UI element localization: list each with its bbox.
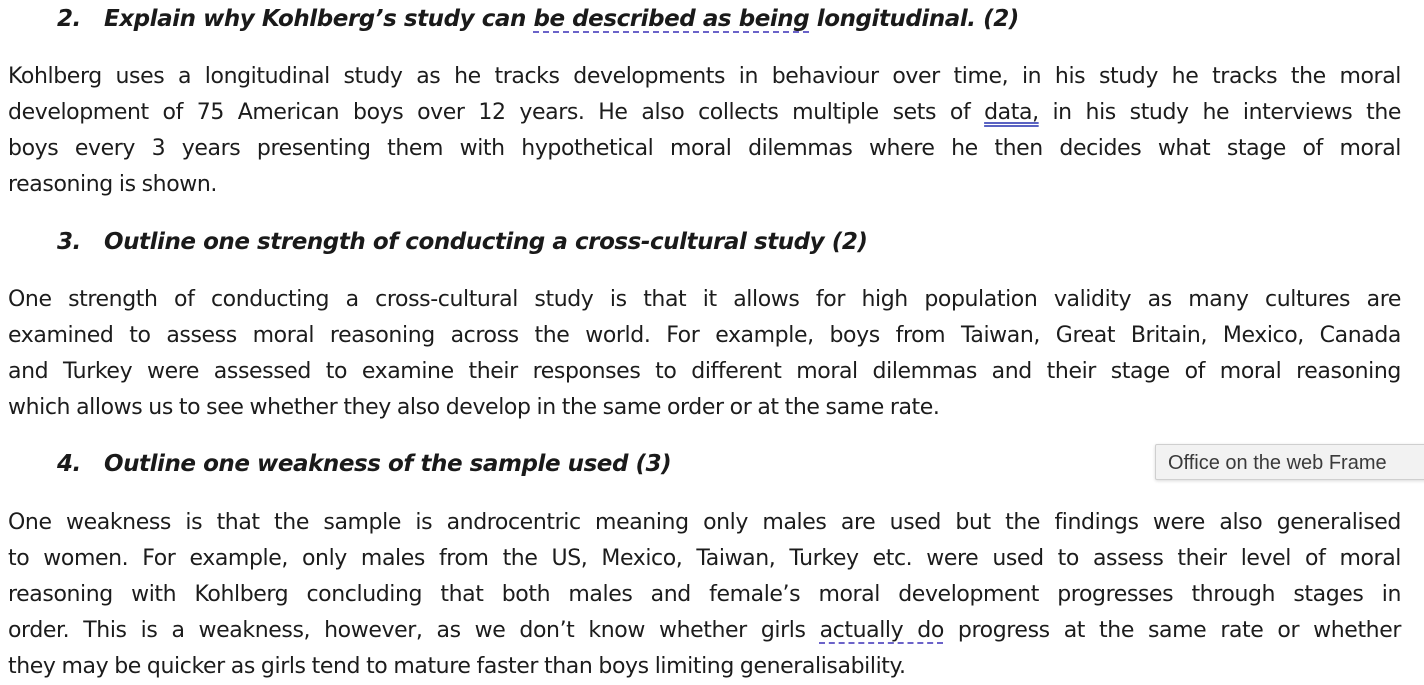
- question-number: 2.: [57, 6, 81, 32]
- answer-3: One strength of conducting a cross-cultural study is that it allows for high population validity as many cultures are examined to assess moral reasoning across the world. For example, boys from Taiwan, Great Britain, Mexico, Canada and Turkey were assessed to examine their responses to different moral dilemmas and their stage of moral reasoning which allows us to see whether they also develop in the same order or at the same rate.: [8, 287, 1401, 420]
- grammar-flag[interactable]: data,: [984, 100, 1039, 125]
- question-2-heading: 2. Explain why Kohlberg’s study can be described as being longitudinal. (2): [57, 6, 1019, 32]
- answer-2: Kohlberg uses a longitudinal study as he tracks developments in behaviour over time, in his study he tracks the moral development of 75 American boys over 12 years. He also collects multiple sets of data, in his study he interviews the boys every 3 years presenting them with hypothetical moral dilemmas where he then decides what stage of moral reasoning is shown.: [8, 64, 1402, 197]
- question-4-heading: 4. Outline one weakness of the sample used (3): [57, 451, 672, 477]
- answer-4: One weakness is that the sample is androcentric meaning only males are used but the findings were also generalised to women. For example, only males from the US, Mexico, Taiwan, Turkey etc. were used to assess their level of moral reasoning with Kohlberg concluding that both males and female’s moral development progresses through stages in order. This is a weakness, however, as we don’t know whether girls actually do progress at the same rate or whether they may be quicker as girls tend to mature faster than boys limiting generalisability.: [8, 510, 1401, 679]
- question-number: 3.: [57, 229, 81, 255]
- grammar-flag[interactable]: actually do: [819, 618, 944, 643]
- grammar-flag[interactable]: be described as being: [533, 6, 810, 32]
- frame-tooltip: Office on the web Frame: [1155, 444, 1424, 480]
- question-3-heading: 3. Outline one strength of conducting a cross-cultural study (2): [57, 229, 868, 255]
- question-number: 4.: [57, 451, 81, 477]
